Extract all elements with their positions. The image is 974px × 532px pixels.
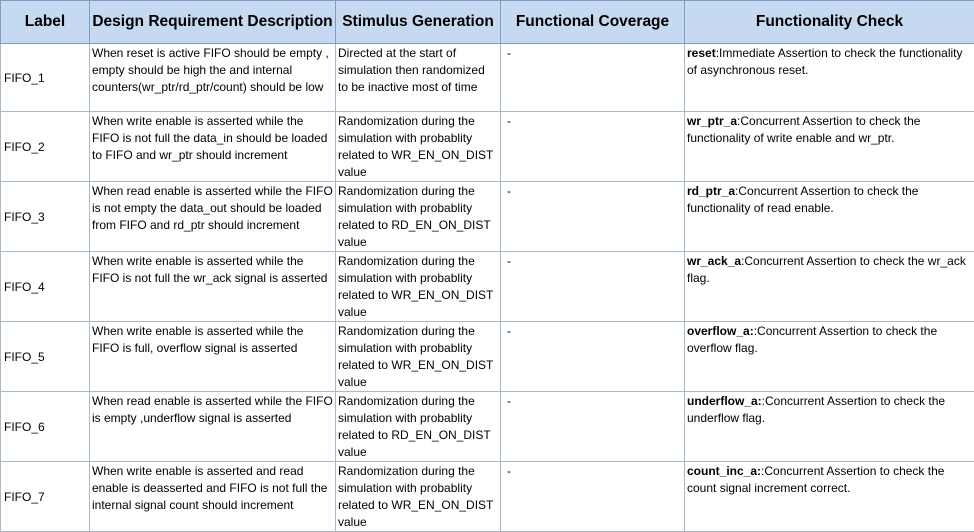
design-requirement-cell: When write enable is asserted while the FIFO is not full the data_in should be loaded to FIFO and wr_ptr should increment <box>90 112 336 182</box>
assertion-description: :Concurrent Assertion to check the wr_ack flag. <box>687 254 966 285</box>
coverage-cell: - <box>501 182 685 252</box>
table-row <box>1 322 974 392</box>
functionality-check-cell <box>685 44 974 112</box>
assertion-description: :Concurrent Assertion to check the overflow flag. <box>687 324 937 355</box>
design-requirement-cell: When write enable is asserted while the FIFO is not full the wr_ack signal is asserted <box>90 252 336 322</box>
coverage-cell: - <box>501 44 685 112</box>
coverage-cell: - <box>501 322 685 392</box>
assertion-description: :Concurrent Assertion to check the functionality of write enable and wr_ptr. <box>687 114 920 145</box>
design-requirement-cell: When reset is active FIFO should be empty , empty should be high the and internal counters(wr_ptr/rd_ptr/count) should be low <box>90 44 336 112</box>
coverage-cell: - <box>501 252 685 322</box>
row-label: FIFO_3 <box>1 182 90 252</box>
assertion-name: underflow_a: <box>687 394 762 408</box>
functionality-check-cell <box>685 392 974 462</box>
functionality-check-cell <box>685 182 974 252</box>
stimulus-cell: Randomization during the simulation with probablity related to WR_EN_ON_DIST value <box>336 462 501 532</box>
row-label: FIFO_6 <box>1 392 90 462</box>
assertion-description: :Concurrent Assertion to check the count signal increment correct. <box>687 464 944 495</box>
assertion-description: :Concurrent Assertion to check the functionality of read enable. <box>687 184 918 215</box>
table-row <box>1 392 974 462</box>
coverage-cell: - <box>501 462 685 532</box>
functionality-check-cell <box>685 252 974 322</box>
header-label: Label <box>1 1 90 44</box>
design-requirement-cell: When write enable is asserted while the FIFO is full, overflow signal is asserted <box>90 322 336 392</box>
table-row <box>1 252 974 322</box>
row-label: FIFO_5 <box>1 322 90 392</box>
header-functionality-check: Functionality Check <box>685 1 974 44</box>
assertion-name: rd_ptr_a <box>687 184 735 198</box>
assertion-name: reset <box>687 46 716 60</box>
table-row <box>1 182 974 252</box>
functionality-check-cell <box>685 322 974 392</box>
table-row <box>1 112 974 182</box>
coverage-cell: - <box>501 392 685 462</box>
stimulus-cell: Randomization during the simulation with probablity related to WR_EN_ON_DIST value <box>336 252 501 322</box>
header-functional-coverage: Functional Coverage <box>501 1 685 44</box>
row-label: FIFO_7 <box>1 462 90 532</box>
stimulus-cell: Randomization during the simulation with probablity related to RD_EN_ON_DIST value <box>336 182 501 252</box>
row-label: FIFO_4 <box>1 252 90 322</box>
stimulus-cell: Randomization during the simulation with probablity related to WR_EN_ON_DIST value <box>336 112 501 182</box>
coverage-cell: - <box>501 112 685 182</box>
header-design-requirement: Design Requirement Description <box>90 1 336 44</box>
functionality-check-cell <box>685 462 974 532</box>
stimulus-cell: Randomization during the simulation with probablity related to RD_EN_ON_DIST value <box>336 392 501 462</box>
assertion-description: :Concurrent Assertion to check the underflow flag. <box>687 394 945 425</box>
design-requirement-cell: When write enable is asserted and read enable is deasserted and FIFO is not full the internal signal count should increment <box>90 462 336 532</box>
row-label: FIFO_1 <box>1 44 90 112</box>
row-label: FIFO_2 <box>1 112 90 182</box>
table-row <box>1 44 974 112</box>
design-requirement-cell: When read enable is asserted while the FIFO is not empty the data_out should be loaded from FIFO and rd_ptr should increment <box>90 182 336 252</box>
stimulus-cell: Randomization during the simulation with probablity related to WR_EN_ON_DIST value <box>336 322 501 392</box>
assertion-name: wr_ptr_a <box>687 114 737 128</box>
design-requirement-cell: When read enable is asserted while the FIFO is empty ,underflow signal is asserted <box>90 392 336 462</box>
assertion-name: wr_ack_a <box>687 254 741 268</box>
assertion-name: count_inc_a: <box>687 464 761 478</box>
stimulus-cell: Directed at the start of simulation then randomized to be inactive most of time <box>336 44 501 112</box>
assertion-name: overflow_a: <box>687 324 754 338</box>
assertion-description: :Immediate Assertion to check the functionality of asynchronous reset. <box>687 46 962 77</box>
header-stimulus-generation: Stimulus Generation <box>336 1 501 44</box>
functionality-check-cell <box>685 112 974 182</box>
table-row <box>1 462 974 532</box>
table-header-row <box>1 1 974 44</box>
